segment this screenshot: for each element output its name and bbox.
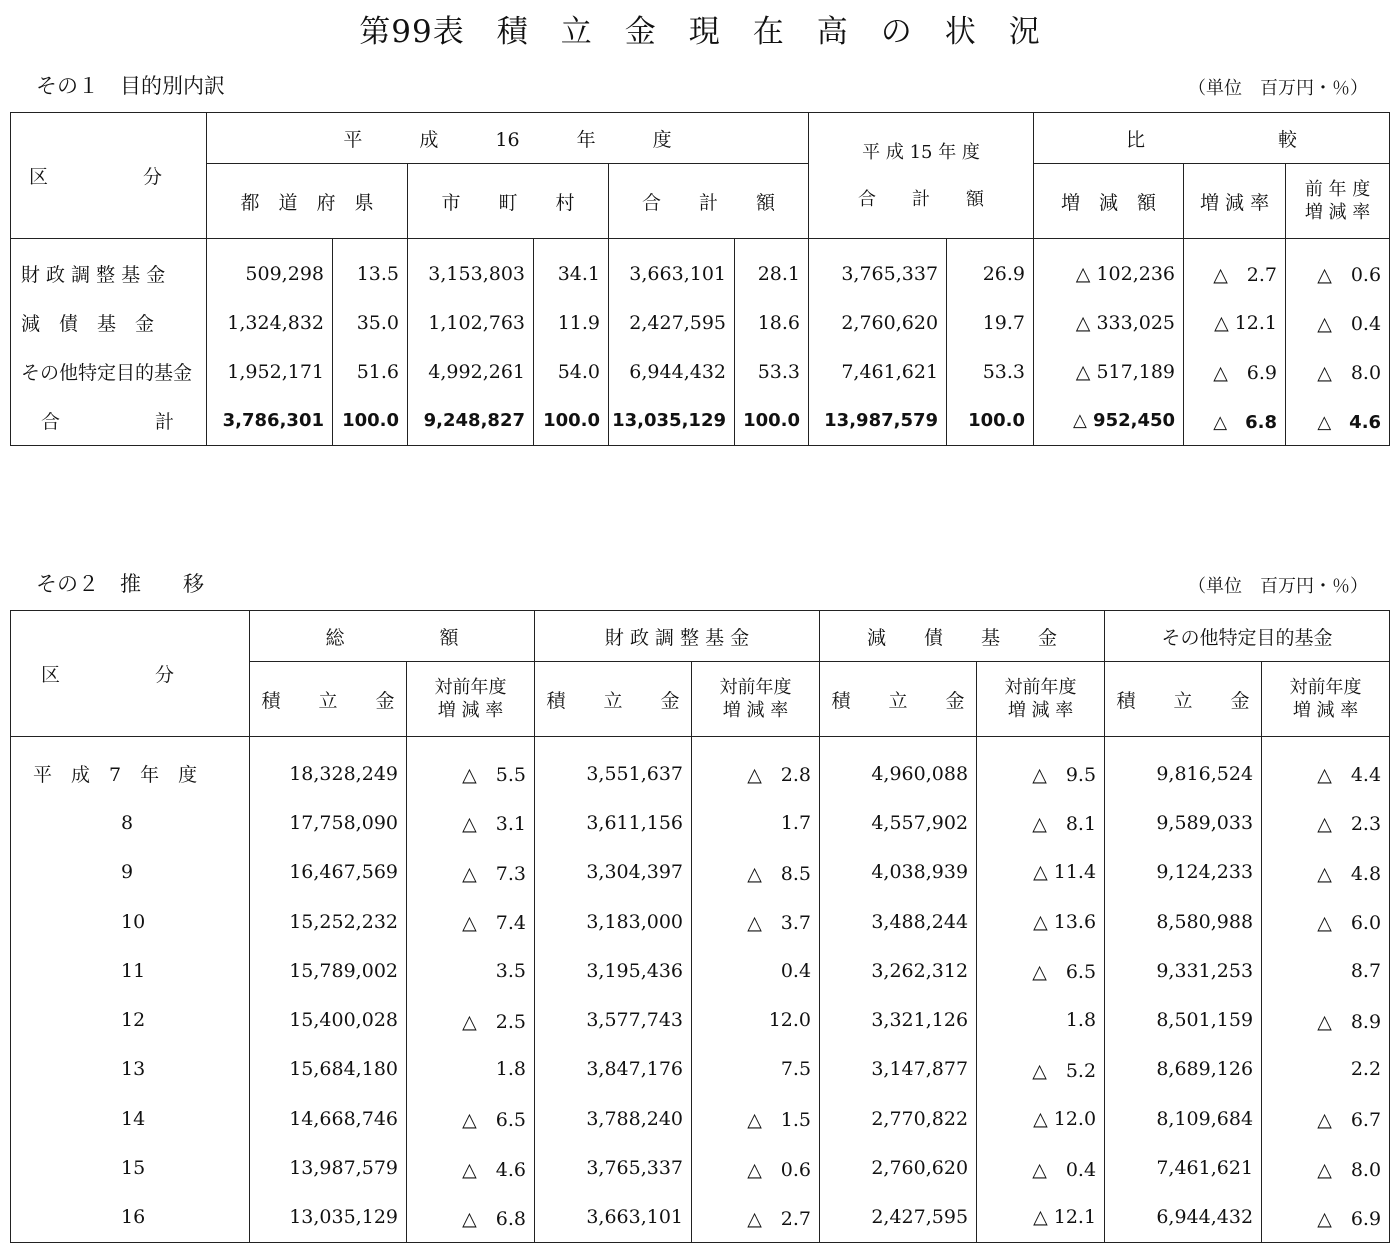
cell-pref: 1,324,832	[207, 298, 333, 347]
row-label: その他特定目的基金	[21, 362, 193, 384]
cell-diff-rate: △ 2.7	[1184, 239, 1286, 299]
header-comparison: 比 較	[1034, 113, 1390, 164]
cell-fiscal: 3,304,397	[535, 848, 692, 897]
header-yoy	[1262, 662, 1390, 737]
cell-diff-rate: △ 6.8	[1184, 396, 1286, 446]
cell-debt: 4,557,902	[820, 798, 977, 847]
cell-total-rate: △ 5.5	[407, 737, 535, 799]
cell-pref: 3,786,301	[207, 396, 333, 446]
cell-muni: 4,992,261	[408, 347, 534, 396]
header-reserve: 積 立 金	[820, 662, 977, 737]
section1-title: その１ 目的別内訳	[36, 74, 225, 98]
cell-other: 8,109,684	[1105, 1094, 1262, 1143]
cell-fiscal: 3,765,337	[535, 1143, 692, 1192]
cell-fiscal-rate: 12.0	[692, 995, 820, 1044]
cell-debt: 2,427,595	[820, 1193, 977, 1243]
header-prefecture: 都 道 府 県	[207, 164, 408, 239]
cell-debt-rate: △ 8.1	[977, 798, 1105, 847]
row-label: 減 債 基 金	[21, 313, 155, 335]
header-yoy-line2: 増 減 率	[1292, 700, 1359, 721]
cell-total: 17,758,090	[250, 798, 407, 847]
cell-total: 15,684,180	[250, 1045, 407, 1094]
cell-h15: 13,987,579	[809, 396, 947, 446]
cell-debt-rate: 1.8	[977, 995, 1105, 1044]
header-yoy-line1: 対前年度	[719, 677, 792, 698]
header-category: 区 分	[11, 611, 250, 737]
cell-total: 3,663,101	[609, 239, 735, 299]
cell-total-rate: △ 7.3	[407, 848, 535, 897]
cell-fiscal-rate: △ 3.7	[692, 897, 820, 946]
table-row	[11, 897, 1390, 946]
cell-debt: 3,488,244	[820, 897, 977, 946]
cell-debt: 4,960,088	[820, 737, 977, 799]
cell-pref-pct: 13.5	[333, 239, 408, 299]
cell-other: 9,124,233	[1105, 848, 1262, 897]
cell-debt-rate: △ 12.0	[977, 1094, 1105, 1143]
cell-other: 9,589,033	[1105, 798, 1262, 847]
cell-muni-pct: 11.9	[534, 298, 609, 347]
cell-debt: 3,321,126	[820, 995, 977, 1044]
header-total: 合 計 額	[609, 164, 809, 239]
header-yoy	[407, 662, 535, 737]
cell-other-rate: 8.7	[1262, 946, 1390, 995]
cell-fiscal-rate: △ 0.6	[692, 1143, 820, 1192]
cell-muni-pct: 34.1	[534, 239, 609, 299]
row-year: 16	[121, 1206, 146, 1229]
cell-other-rate: △ 6.0	[1262, 897, 1390, 946]
cell-debt: 2,760,620	[820, 1143, 977, 1192]
page-title: 第99表 積 立 金 現 在 高 の 状 況	[359, 14, 1041, 50]
cell-fiscal: 3,847,176	[535, 1045, 692, 1094]
cell-prev-rate: △ 8.0	[1286, 347, 1390, 396]
cell-diff-rate: △ 6.9	[1184, 347, 1286, 396]
cell-diff: △ 952,450	[1034, 396, 1184, 446]
cell-muni: 9,248,827	[408, 396, 534, 446]
cell-other-rate: △ 8.9	[1262, 995, 1390, 1044]
header-reserve: 積 立 金	[250, 662, 407, 737]
table-row	[11, 798, 1390, 847]
row-year: 11	[121, 959, 146, 982]
header-yoy-line1: 対前年度	[1289, 677, 1362, 698]
cell-fiscal: 3,611,156	[535, 798, 692, 847]
cell-muni: 1,102,763	[408, 298, 534, 347]
header-fiscal: 財 政 調 整 基 金	[535, 611, 820, 662]
cell-fiscal-rate: 0.4	[692, 946, 820, 995]
cell-fiscal-rate: 1.7	[692, 798, 820, 847]
cell-total: 13,987,579	[250, 1143, 407, 1192]
row-year: 8	[121, 811, 134, 834]
cell-debt-rate: △ 12.1	[977, 1193, 1105, 1243]
cell-other: 8,501,159	[1105, 995, 1262, 1044]
row-year: 13	[121, 1058, 146, 1081]
header-yoy	[692, 662, 820, 737]
breakdown-table	[10, 112, 1390, 446]
cell-total: 13,035,129	[250, 1193, 407, 1243]
cell-debt-rate: △ 6.5	[977, 946, 1105, 995]
cell-total-rate: △ 6.5	[407, 1094, 535, 1143]
cell-other: 7,461,621	[1105, 1143, 1262, 1192]
header-prev-rate-line2: 増 減 率	[1304, 202, 1371, 223]
cell-total-pct: 100.0	[735, 396, 809, 446]
cell-debt-rate: △ 9.5	[977, 737, 1105, 799]
cell-total-rate: △ 2.5	[407, 995, 535, 1044]
cell-other-rate: △ 2.3	[1262, 798, 1390, 847]
cell-fiscal-rate: △ 2.7	[692, 1193, 820, 1243]
cell-debt-rate: △ 5.2	[977, 1045, 1105, 1094]
cell-total-rate: 3.5	[407, 946, 535, 995]
cell-fiscal: 3,195,436	[535, 946, 692, 995]
cell-fiscal-rate: 7.5	[692, 1045, 820, 1094]
cell-diff: △ 517,189	[1034, 347, 1184, 396]
header-other: その他特定目的基金	[1105, 611, 1390, 662]
header-total: 総 額	[250, 611, 535, 662]
table-row	[11, 347, 1390, 396]
cell-muni: 3,153,803	[408, 239, 534, 299]
cell-fiscal-rate: △ 8.5	[692, 848, 820, 897]
header-yoy-line2: 増 減 率	[1007, 700, 1074, 721]
cell-diff: △ 102,236	[1034, 239, 1184, 299]
cell-muni-pct: 54.0	[534, 347, 609, 396]
header-yoy-line2: 増 減 率	[437, 700, 504, 721]
cell-fiscal-rate: △ 2.8	[692, 737, 820, 799]
row-label: 合 計	[41, 411, 175, 433]
row-year: 平 成 7 年 度	[33, 764, 198, 787]
cell-fiscal: 3,183,000	[535, 897, 692, 946]
table-row	[11, 1143, 1390, 1192]
cell-total-pct: 53.3	[735, 347, 809, 396]
cell-total-pct: 18.6	[735, 298, 809, 347]
row-label: 財 政 調 整 基 金	[21, 264, 166, 286]
cell-total: 13,035,129	[609, 396, 735, 446]
cell-total-rate: △ 6.8	[407, 1193, 535, 1243]
cell-h15-pct: 100.0	[947, 396, 1034, 446]
cell-debt: 2,770,822	[820, 1094, 977, 1143]
table-row	[11, 298, 1390, 347]
cell-pref: 509,298	[207, 239, 333, 299]
trend-table	[10, 610, 1390, 1243]
cell-other: 8,580,988	[1105, 897, 1262, 946]
cell-total-rate: △ 7.4	[407, 897, 535, 946]
cell-other-rate: 2.2	[1262, 1045, 1390, 1094]
cell-fiscal: 3,788,240	[535, 1094, 692, 1143]
header-yoy-line1: 対前年度	[434, 677, 507, 698]
cell-pref-pct: 35.0	[333, 298, 408, 347]
table-row	[11, 995, 1390, 1044]
cell-debt-rate: △ 13.6	[977, 897, 1105, 946]
header-h15-total: 合 計 額	[858, 188, 985, 210]
header-debt: 減 債 基 金	[820, 611, 1105, 662]
cell-h15: 3,765,337	[809, 239, 947, 299]
cell-total: 16,467,569	[250, 848, 407, 897]
table-row	[11, 1094, 1390, 1143]
cell-other-rate: △ 4.4	[1262, 737, 1390, 799]
cell-total-pct: 28.1	[735, 239, 809, 299]
cell-pref: 1,952,171	[207, 347, 333, 396]
header-change-rate: 増 減 率	[1184, 164, 1286, 239]
header-h16: 平 成 16 年 度	[207, 113, 809, 164]
cell-total: 6,944,432	[609, 347, 735, 396]
header-category: 区 分	[11, 113, 207, 239]
cell-other: 8,689,126	[1105, 1045, 1262, 1094]
cell-debt: 4,038,939	[820, 848, 977, 897]
cell-h15: 2,760,620	[809, 298, 947, 347]
cell-debt: 3,147,877	[820, 1045, 977, 1094]
cell-pref-pct: 51.6	[333, 347, 408, 396]
cell-fiscal-rate: △ 1.5	[692, 1094, 820, 1143]
cell-fiscal: 3,663,101	[535, 1193, 692, 1243]
row-year: 15	[121, 1157, 146, 1180]
cell-debt: 3,262,312	[820, 946, 977, 995]
header-municipality: 市 町 村	[408, 164, 609, 239]
cell-h15-pct: 53.3	[947, 347, 1034, 396]
cell-prev-rate: △ 0.6	[1286, 239, 1390, 299]
section1-unit: （単位 百万円・％）	[1188, 78, 1368, 99]
table-row	[11, 737, 1390, 799]
cell-other-rate: △ 6.9	[1262, 1193, 1390, 1243]
cell-total-rate: 1.8	[407, 1045, 535, 1094]
cell-pref-pct: 100.0	[333, 396, 408, 446]
header-h15-year: 平 成 15 年 度	[862, 141, 980, 163]
header-change-amount: 増 減 額	[1034, 164, 1184, 239]
cell-h15: 7,461,621	[809, 347, 947, 396]
cell-total: 14,668,746	[250, 1094, 407, 1143]
cell-fiscal: 3,551,637	[535, 737, 692, 799]
cell-total: 15,400,028	[250, 995, 407, 1044]
header-reserve: 積 立 金	[535, 662, 692, 737]
cell-prev-rate: △ 0.4	[1286, 298, 1390, 347]
cell-total: 15,789,002	[250, 946, 407, 995]
header-reserve: 積 立 金	[1105, 662, 1262, 737]
cell-diff-rate: △ 12.1	[1184, 298, 1286, 347]
cell-other: 6,944,432	[1105, 1193, 1262, 1243]
header-yoy-line2: 増 減 率	[722, 700, 789, 721]
cell-total-rate: △ 4.6	[407, 1143, 535, 1192]
header-prev-rate	[1286, 164, 1390, 239]
cell-total: 15,252,232	[250, 897, 407, 946]
cell-total: 18,328,249	[250, 737, 407, 799]
cell-debt-rate: △ 11.4	[977, 848, 1105, 897]
section2-title: その２ 推 移	[36, 572, 204, 596]
header-yoy	[977, 662, 1105, 737]
total-row	[11, 396, 1390, 446]
table-row	[11, 1045, 1390, 1094]
trend-table-body	[11, 737, 1390, 1243]
table-row	[11, 239, 1390, 299]
cell-other-rate: △ 4.8	[1262, 848, 1390, 897]
cell-prev-rate: △ 4.6	[1286, 396, 1390, 446]
table-row	[11, 1193, 1390, 1243]
cell-other-rate: △ 6.7	[1262, 1094, 1390, 1143]
cell-muni-pct: 100.0	[534, 396, 609, 446]
section2-unit: （単位 百万円・％）	[1188, 576, 1368, 597]
cell-other: 9,331,253	[1105, 946, 1262, 995]
header-yoy-line1: 対前年度	[1004, 677, 1077, 698]
cell-other-rate: △ 8.0	[1262, 1143, 1390, 1192]
cell-fiscal: 3,577,743	[535, 995, 692, 1044]
cell-h15-pct: 19.7	[947, 298, 1034, 347]
row-year: 14	[121, 1107, 146, 1130]
table-row	[11, 848, 1390, 897]
row-year: 12	[121, 1009, 146, 1032]
table-row	[11, 946, 1390, 995]
cell-other: 9,816,524	[1105, 737, 1262, 799]
cell-h15-pct: 26.9	[947, 239, 1034, 299]
header-h15	[809, 113, 1034, 239]
header-prev-rate-line1: 前 年 度	[1304, 179, 1371, 200]
row-year: 9	[121, 861, 134, 884]
cell-total-rate: △ 3.1	[407, 798, 535, 847]
cell-total: 2,427,595	[609, 298, 735, 347]
row-year: 10	[121, 910, 146, 933]
cell-diff: △ 333,025	[1034, 298, 1184, 347]
cell-debt-rate: △ 0.4	[977, 1143, 1105, 1192]
